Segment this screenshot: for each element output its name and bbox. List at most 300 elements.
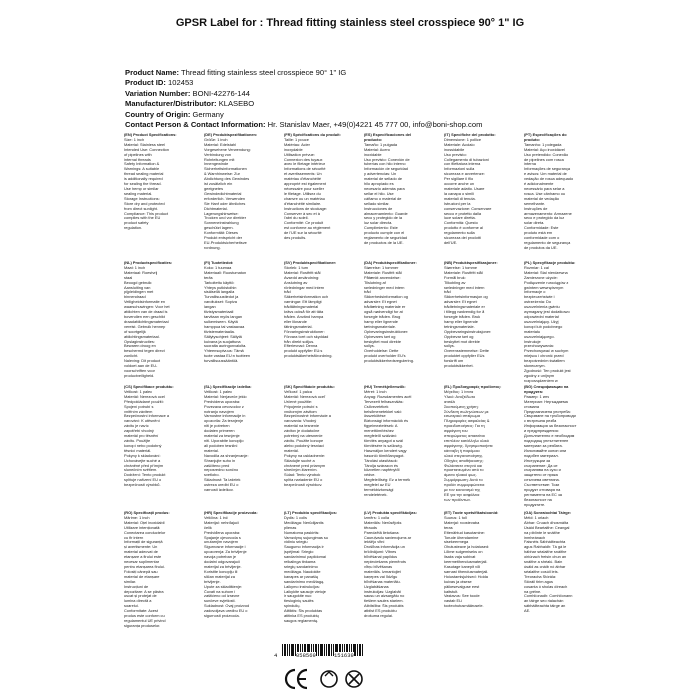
spec-line: varnosti izdelkov. — [204, 488, 234, 493]
spec-line: gwintem wewnętrznym — [524, 285, 564, 290]
spec-line: etanșare a firului este — [124, 555, 162, 560]
spec-line: összekötése — [364, 414, 386, 419]
spec-line: Skladujte suché a — [284, 458, 315, 463]
spec-line: inoxydable — [284, 147, 303, 152]
spec-line: Lagerungshinweise: — [204, 211, 239, 216]
spec-line: varování: K utěsnění — [124, 419, 160, 424]
spec-line: produktet oppfyller EUs — [444, 354, 485, 359]
spec-line: nécessaire pour sceller — [284, 186, 325, 191]
spec-line: vītņu blīvēšanas — [364, 564, 393, 569]
spec-heading: (LV) Produkta specifikācijas: — [364, 511, 417, 515]
spec-line: Tilkobling av — [444, 280, 466, 285]
spec-line: Ábhar: Cruach dhosmálta — [524, 520, 569, 525]
spec-block — [364, 261, 422, 383]
spec-line: sollys. — [444, 344, 455, 349]
spec-line: Súlad: Tento výrobok — [284, 473, 321, 478]
spec-line: brīdinājumi: Vītnes — [364, 550, 397, 555]
barcode — [274, 644, 374, 664]
spec-line: teras — [444, 525, 453, 530]
spec-heading: (HU) Termékjellemzők: — [364, 385, 406, 389]
spec-line: turvallisuussääntöä. — [204, 359, 239, 364]
spec-line: nepieciešams piemērots — [364, 560, 406, 565]
spec-block — [284, 511, 342, 661]
barcode-bar — [289, 644, 290, 656]
spec-line: Opbevaringsinstruktioner: — [364, 329, 409, 334]
spec-line: vedação de rosca adequado — [524, 177, 574, 182]
spec-line: krävs också för att täta — [284, 310, 324, 315]
spec-line: ΕΕ για την ασφάλεια — [444, 492, 480, 497]
recycling-loop-icon — [321, 671, 337, 687]
spec-line: Предназначена употреба: — [524, 409, 571, 414]
spec-line: Pokyny k skladování: — [124, 453, 161, 458]
spec-line: Treoracha Stórála: — [524, 574, 557, 579]
spec-block — [284, 385, 342, 507]
spec-line: Συμμόρφωση: Αυτό το — [444, 478, 483, 483]
spec-line: necesar suplimentar — [124, 560, 160, 565]
spec-line: hilo apropiado es — [364, 182, 394, 187]
spec-line: spindulių. — [284, 604, 301, 609]
spec-line: produktsäkerhetsförordning. — [284, 354, 333, 359]
spec-line: Compliance: This product — [124, 211, 169, 216]
spec-line: slnečným žiarením. — [284, 468, 318, 473]
spec-line: termékbiztonsági — [364, 488, 394, 493]
spec-line: tetningsmateriale. — [444, 324, 475, 329]
spec-line: tooteohutusmäärusele. — [444, 604, 484, 609]
spec-line: materiál pro těsnění — [124, 434, 159, 439]
spec-line: Store dry and protected — [124, 201, 165, 206]
spec-line: produs este conform cu — [124, 614, 165, 619]
spec-line: tråden. Använd hampa — [284, 314, 324, 319]
spec-line: vereist. Gebruik hennep — [124, 324, 166, 329]
spec-line: niti je potreben — [204, 424, 230, 429]
spec-line: interna — [524, 162, 536, 167]
spec-line: Navodila za shranjevanje: — [204, 453, 249, 458]
info-value: KLASEBO — [218, 99, 255, 109]
spec-line: Turvallisuustiedot ja — [204, 295, 239, 300]
spec-line: hamp eller lignende — [444, 319, 478, 324]
spec-line: staal — [124, 275, 133, 280]
spec-line: kaitstult. — [444, 589, 459, 594]
barcode-bar — [318, 644, 319, 656]
spec-line: ir saugokite nuo — [284, 594, 312, 599]
spec-line: Hoiustamisjuhised: Hoida — [444, 574, 488, 579]
spec-line: przechowywania: — [524, 344, 554, 349]
barcode-digit-2: 058569 — [296, 652, 316, 659]
spec-line: beschermd tegen direct — [124, 349, 165, 354]
spec-line: sellado similar. — [364, 201, 390, 206]
barcode-bar — [282, 644, 283, 656]
spec-line: materiál na tesnenie — [284, 424, 320, 429]
spec-line: forskrift om — [444, 359, 464, 364]
barcode-bar — [320, 644, 323, 656]
spec-line: é adicionalmente — [524, 182, 554, 187]
spec-line: ali podoben tesnilni — [204, 443, 238, 448]
spec-line: съхранява на сухо и — [524, 468, 561, 473]
spec-line: Sikkerhedsinformation og — [364, 295, 408, 300]
spec-line: material. — [204, 448, 219, 453]
spec-line: complies with the EU — [124, 216, 161, 221]
spec-line: Informații de siguranță — [124, 540, 163, 545]
spec-line: na gréine. — [524, 589, 542, 594]
spec-block — [284, 133, 342, 255]
spec-line: tarvitaan myös langan — [204, 314, 243, 319]
spec-line: cosanta ó sholas díreach — [524, 584, 568, 589]
spec-line: σφράγισης. Χρησιμοποιήστε — [444, 443, 493, 448]
spec-line: Materiāls: Nerūsējošs — [364, 520, 402, 525]
spec-line: AE. — [524, 609, 531, 614]
spec-line: des produits. — [284, 236, 307, 241]
spec-line: Spajanje cjevovoda s — [204, 535, 241, 540]
spec-line: Utilizare intenționată: — [124, 525, 161, 530]
spec-line: közvetlen napfénytől — [364, 468, 400, 473]
spec-block — [524, 261, 582, 383]
spec-line: εσωτερικό σπείρωμα — [444, 414, 481, 419]
spec-line: Uso previsto: — [444, 152, 467, 157]
spec-line: hamp eller lignende — [364, 319, 398, 324]
spec-line: suoralta auringonvalolta. — [204, 344, 247, 349]
spec-line: Yhteensopivuus: Tämä — [204, 349, 244, 354]
spec-line: των προϊόντων. — [444, 497, 472, 502]
spec-line: sicurezza e avvertenze: — [444, 172, 485, 177]
spec-line: Materiaal: Roestvrij — [124, 270, 158, 275]
info-value: Thread fitting stainless steel crosspiece 90° 1" IG — [181, 68, 347, 77]
spec-line: rordnung. — [204, 245, 221, 250]
spec-block — [364, 385, 422, 507]
spec-block — [124, 261, 182, 383]
spec-line: saugos reglamentą. — [284, 618, 319, 623]
spec-line: Dydis: 1 colis — [284, 515, 307, 520]
spec-line: Materiale: Rustfritt stål — [444, 270, 483, 275]
spec-line: atitinka ES produktų — [284, 614, 319, 619]
spec-line: Torude ühendamine — [444, 535, 479, 540]
spec-line: Koristite konoplju ili — [204, 569, 238, 574]
spec-line: Taille: 1 pouce — [284, 137, 309, 142]
spec-line: la canapa o simili — [444, 191, 474, 196]
spec-line: unutarnjim navojem — [204, 540, 238, 545]
spec-line: Größe: 1 inch — [204, 137, 228, 142]
spec-line: rørledninger med intern — [444, 285, 485, 290]
spec-heading: (NL) Productspecificaties: — [124, 261, 173, 265]
spec-line: Φυλάσσετε στεγνό και — [444, 463, 483, 468]
spec-line: productveiligheid. — [124, 373, 155, 378]
spec-line: Ohutusteave ja hoiatused: — [444, 545, 490, 550]
spec-line: Use hemp or similar — [124, 186, 159, 191]
spec-line: dell'UE. — [444, 240, 458, 245]
info-row — [125, 89, 595, 99]
spec-line: alebo podobný tesniaci — [284, 443, 324, 448]
spec-line: įspėjimai: Sriegio — [284, 550, 314, 555]
spec-line: Paredzētā lietošana: — [364, 530, 400, 535]
spec-line: Förvaringsinstruktioner: — [284, 329, 325, 334]
spec-line: geeignetes — [204, 186, 224, 191]
spec-line: sollys. — [364, 344, 375, 349]
spec-line: Uso previsto: Conexión de — [364, 157, 410, 162]
spec-line: Atitiktis: Šis produktas — [284, 609, 323, 614]
spec-line: séalaithe cosúil leis. — [524, 569, 559, 574]
spec-line: geschützt lagern. — [204, 226, 234, 231]
spec-line: voldoet aan de EU- — [124, 364, 158, 369]
spec-heading: (DE) Produktspezifikationen: — [204, 133, 258, 137]
spec-line: produto está em — [524, 231, 553, 236]
spec-line: защитено от пряка — [524, 473, 558, 478]
spec-line: dodaten primeren — [204, 429, 235, 434]
spec-line: Sukladnost: Ovaj proizvod — [204, 604, 250, 609]
spec-line: et avertissements: Un — [284, 172, 322, 177]
spec-line: Conformitate: Acest — [124, 609, 158, 614]
spec-line: kuivas ja otsese — [444, 579, 472, 584]
spec-line: rozporządzeniem w — [524, 378, 558, 383]
spec-line: Свързване на тръбопроводи — [524, 414, 576, 419]
spec-line: Sikkerhetsinformasjon og — [444, 295, 488, 300]
spec-line: tiešiem saules stariem. — [364, 599, 404, 604]
spec-block — [524, 133, 582, 255]
spec-line: tiesioginių saulės — [284, 599, 314, 604]
spec-line: Tarkoitettu käyttö: — [204, 280, 235, 285]
spec-line: le filetage. Utilisez du — [284, 191, 321, 196]
spec-line: konopí nebo podobný — [124, 443, 162, 448]
spec-line: megfelelő szálzáró — [364, 434, 397, 439]
spec-line: Laikymo instrukcijos: — [284, 584, 320, 589]
spec-line: iekšējo vītni — [364, 540, 385, 545]
spec-line: teräs — [204, 275, 213, 280]
spec-line: tråd — [284, 290, 291, 295]
spec-line: Abdichtung des Gewindes — [204, 177, 250, 182]
spec-line: neposredno sončno — [204, 468, 239, 473]
barcode-bar — [291, 644, 294, 656]
spec-line: beskyttet mod direkte — [364, 339, 401, 344]
spec-block — [524, 385, 582, 507]
spec-line: regolamento sulla — [444, 231, 475, 236]
spec-line: miejscu i chronić przed — [524, 354, 564, 359]
spec-line: opozorila: Za tesnjenje — [204, 419, 244, 424]
spec-line: Laikykite sausoje vietoje — [284, 589, 326, 594]
spec-line: sábháilteachta táirge an — [524, 604, 566, 609]
spec-line: regulamentul UE privind — [124, 618, 166, 623]
spec-line: стомана — [524, 404, 539, 409]
spec-heading: (NB) Produktspesifikasjoner: — [444, 261, 498, 265]
spec-line: de productos de la UE. — [364, 240, 404, 245]
spec-line: Předpokládané použití: — [124, 399, 164, 404]
spec-heading: (DA) Produktspecifikationer: — [364, 261, 417, 265]
spec-line: Medžiaga: Nerūdijantis — [284, 520, 324, 525]
spec-line: Cauruļvadu savienojums ar — [364, 535, 412, 540]
info-value: Germany — [192, 109, 224, 119]
spec-line: Intended Use: Connection — [124, 147, 169, 152]
spec-line: κάνναβη ή παρόμοιο — [444, 448, 480, 453]
spec-line: sunčeve svjetlosti. — [204, 599, 236, 604]
spec-line: Υλικό: Ανοξείδωτο — [444, 394, 476, 399]
spec-line: Zamierzone użycie: — [524, 275, 558, 280]
spec-line: závitu. Použite konope — [284, 438, 324, 443]
spec-line: sličan materijal za — [204, 574, 235, 579]
spec-line: varningar: Ett lämpligt — [284, 300, 322, 305]
spec-line: Материал: Неръждаема — [524, 399, 568, 404]
spec-line: bovendien een geschikt — [124, 314, 165, 319]
spec-line: materiali di tenuta. — [444, 196, 476, 201]
spec-line: material de etanșare — [124, 574, 160, 579]
spec-line: chránené pred priamym — [284, 463, 326, 468]
spec-line: figyelmeztetések: A — [364, 424, 398, 429]
spec-line: Vorgesehene Verwendung: — [204, 147, 251, 152]
spec-line: megfelel az EU — [364, 483, 391, 488]
spec-line: zapotřebí vhodný — [124, 429, 154, 434]
spec-line: Úsáid Beartaithe: Ceangal — [524, 525, 570, 530]
spec-line: Size: 1 inch — [124, 137, 145, 142]
spec-line: seco e protegido da luz — [524, 216, 565, 221]
spec-line: Tamaño: 1 pulgada — [364, 142, 398, 147]
spec-line: Cumplimiento: Este — [364, 226, 398, 231]
spec-line: sellar el hilo. Use — [364, 191, 394, 196]
spec-line: for sealing the thread. — [124, 182, 162, 187]
spec-line: Tárolja szárazon és — [364, 463, 398, 468]
spec-heading: (PT) Especificações do produto: — [524, 133, 567, 142]
spec-line: ostrzeżenia: Do — [524, 300, 552, 305]
spec-line: Materjal: roostevaba — [444, 520, 480, 525]
barcode-bar — [359, 644, 361, 656]
info-value: 102453 — [168, 78, 194, 88]
spec-line: Uzglabāšanas — [364, 584, 389, 589]
spec-line: ist zusätzlich ein — [204, 182, 233, 187]
product-info — [125, 68, 595, 130]
spec-line: Tilslutning af — [364, 280, 386, 285]
spec-line: & Warnhinweise: Zur — [204, 172, 240, 177]
spec-line: съхранение: Да се — [524, 463, 558, 468]
spec-line: Atbilstība: Šis produkts — [364, 604, 404, 609]
spec-line: chanvre ou un matériau — [284, 196, 325, 201]
spec-line: päikesevalguse eest — [444, 584, 480, 589]
spec-line: erforderlich. Verwenden — [204, 196, 246, 201]
spec-line: Instrukcje — [524, 339, 541, 344]
spec-line: Sie Hanf oder ähnliches — [204, 201, 246, 206]
info-label: Manufacturer/Distributor: — [125, 99, 217, 109]
spec-line: Čuvati na suhom i — [204, 589, 236, 594]
spec-line: Oppbevar tørt og — [444, 334, 474, 339]
spec-heading: (RO) Specificații produs: — [124, 511, 170, 515]
spec-line: sigurnosti proizvoda. — [204, 614, 240, 619]
spec-line: materiale adatto. Usare — [444, 186, 485, 191]
spec-line: sulkemiseen. Käytä — [204, 319, 238, 324]
spec-line: Materiale: Acciaio — [444, 142, 475, 147]
spec-line: materiāls. Izmantojiet — [364, 569, 401, 574]
spec-block — [124, 133, 182, 255]
spec-line: Formål bruk: — [444, 275, 466, 280]
spec-line: menettömítéshez — [364, 429, 394, 434]
spec-line: tērauds — [364, 525, 377, 530]
spec-line: Инструкции за — [524, 458, 551, 463]
spec-line: material adecvat de — [124, 550, 158, 555]
barcode-bar — [357, 644, 358, 656]
spec-line: Istruzioni per la — [444, 201, 471, 206]
spec-line: chráněné před přímým — [124, 463, 164, 468]
barcode-bar — [331, 644, 332, 656]
spec-grid — [124, 133, 579, 663]
spec-line: Pripojenie potrubí s — [284, 404, 318, 409]
spec-line: material za tesnjenje — [204, 434, 240, 439]
spec-line: Shranjujte suho in — [204, 458, 236, 463]
spec-line: Skladnost: Ta izdelek — [204, 478, 241, 483]
spec-block — [444, 385, 502, 507]
spec-line: de pipelines com rosca — [524, 157, 564, 162]
spec-line: závitu je navíc — [124, 424, 149, 429]
spec-line: trådtætning materiale er — [364, 305, 406, 310]
spec-line: Materiaali: Ruostumaton — [204, 270, 247, 275]
spec-line: drošuma regulai. — [364, 614, 393, 619]
spec-line: Connexion des tuyaux — [284, 157, 323, 162]
spec-heading: (HR) Specifikacije proizvoda: — [204, 511, 258, 515]
spec-line: afdichten van de draad is — [124, 310, 168, 315]
spec-line: Material: Nerjaveče jeklo — [204, 394, 247, 399]
spec-line: luz solar directa. — [364, 221, 393, 226]
spec-line: регламента на ЕС за — [524, 492, 562, 497]
spec-block — [524, 511, 582, 661]
spec-line: Μέγεθος: 1 ίντσα — [444, 389, 474, 394]
spec-line: cáñamo o material de — [364, 196, 402, 201]
spec-line: Sicherheitsinformationen — [204, 167, 247, 172]
spec-line: Съответствие: Този — [524, 483, 560, 488]
spec-line: Informazioni sulla — [444, 167, 475, 172]
spec-line: producto cumple con el — [364, 231, 405, 236]
info-row — [125, 120, 595, 130]
spec-heading: (GA) Sonraíochtaí Táirge: — [524, 511, 572, 515]
spec-line: Instrucțiuni de — [124, 584, 149, 589]
barcode-digit-1: 4 — [274, 652, 278, 659]
spec-line: zaštićeno od izravne — [204, 594, 240, 599]
spec-line: sicurezza dei prodotti — [444, 236, 481, 241]
spec-line: Oppbevaringsinstruksjoner: — [444, 329, 492, 334]
spec-line: bezpieczeństwie i — [524, 295, 555, 300]
spec-line: y advertencias: Un — [364, 172, 397, 177]
spec-line: produkt overholder EU's — [364, 354, 406, 359]
page-title: GPSR Label for : Thread fitting stainless steel crosspiece 90° 1" IG — [175, 17, 525, 29]
spec-line: čelik — [204, 525, 212, 530]
spec-line: materiału — [524, 329, 541, 334]
spec-line: secco e protetto dalla — [444, 211, 481, 216]
spec-line: с вътрешна резба — [524, 419, 557, 424]
spec-line: inoxidable — [364, 152, 382, 157]
spec-line: tätningsmaterial. — [284, 324, 313, 329]
spec-line: Faisnéis Sábháilteachta — [524, 540, 566, 545]
spec-line: solar direta. — [524, 221, 545, 226]
spec-line: lisaks vaja sobivat — [444, 555, 476, 560]
spec-line: Påtænkt anvendelse: — [364, 275, 401, 280]
spec-line: från direkt solljus. — [284, 339, 315, 344]
spec-line: kuivana ja suojattuna — [204, 339, 241, 344]
spec-line: ustreza uredbi EU o — [204, 483, 239, 488]
spec-line: belsőmenetekkel való — [364, 409, 402, 414]
spec-line: σπειρώματος απαιτείται — [444, 434, 485, 439]
spec-line: brtvljenje. — [204, 579, 221, 584]
spec-line: безопасност на — [524, 497, 552, 502]
spec-line: Material: Edelstahl — [204, 142, 237, 147]
spec-line: an táirge seo rialachán — [524, 599, 564, 604]
spec-line: reikalinga tinkama — [284, 560, 316, 565]
spec-line: Informações de segurança — [524, 167, 571, 172]
spec-line: from direct sunlight. — [124, 206, 158, 211]
spec-block — [444, 261, 502, 383]
info-row — [125, 99, 595, 109]
spec-line: seco y protegido de la — [364, 216, 403, 221]
spec-line: Conformité: Ce produit — [284, 221, 324, 226]
spec-block — [364, 511, 422, 661]
spec-line: wymagany jest dodatkowo — [524, 310, 570, 315]
spec-line: Upute za skladištenje: — [204, 584, 243, 589]
spec-line: Material: Rostfritt stål — [284, 270, 321, 275]
spec-line: Yhteys putkistoihin — [204, 285, 237, 290]
spec-line: beskyttet mot direkte — [444, 339, 480, 344]
spec-line: trådtetningsmateriale er — [444, 305, 485, 310]
spec-line: Informations de sécurité — [284, 167, 326, 172]
spec-line: Използвайте коноп или — [524, 448, 567, 453]
